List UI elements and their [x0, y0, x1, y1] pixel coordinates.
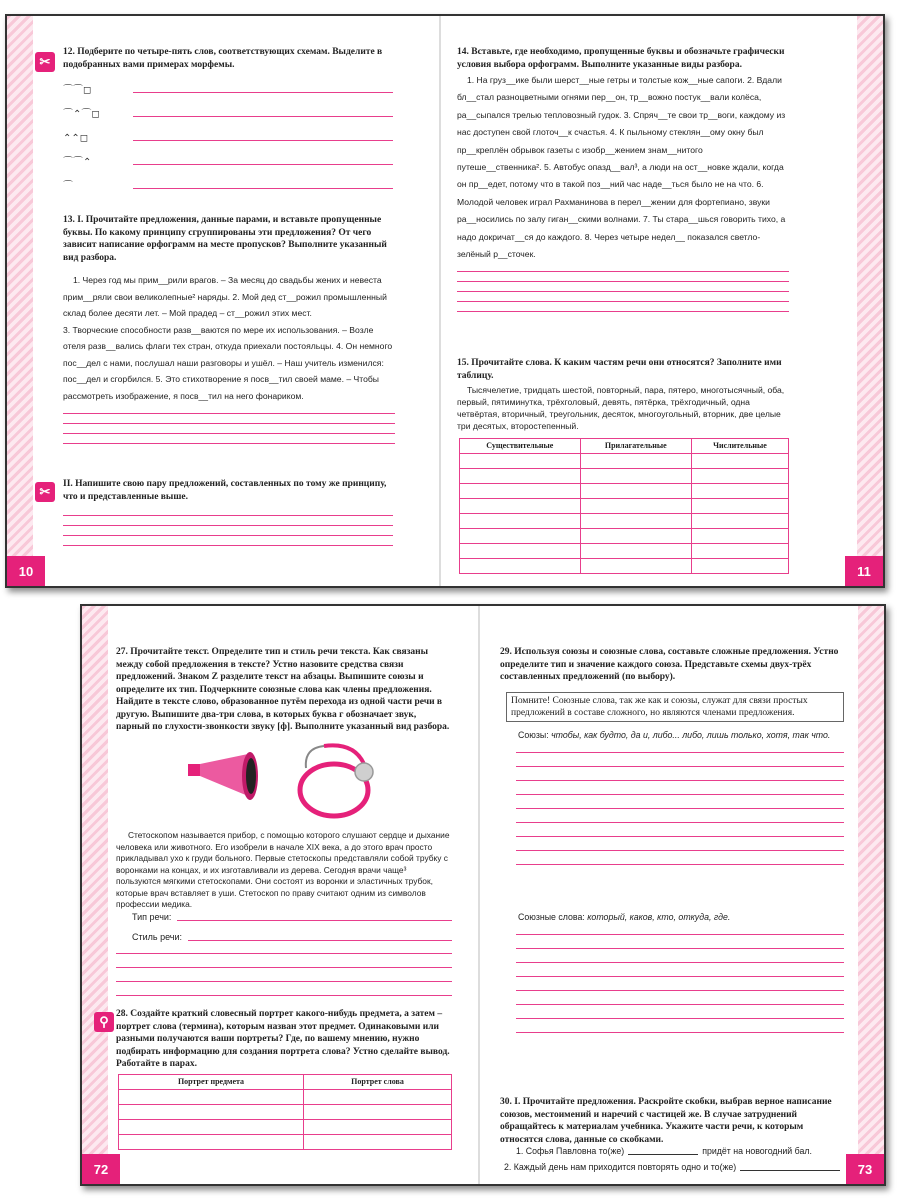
task-14-body: 1. На груз__ике были шерст__ные гетры и толстые кож__ные сапоги. 2. Вдали бл__стал разноцветными огнями пер__он, тр__вожно постук__вали колёса, ра__сыпался трелью тепловозный гудок. 3. Спряч__те свои тр__воги, каждому из нас доступен свой глоточ__к счастья. 4. К пыльному стеклян__ому окну был пр__креплён обрывок газеты с изобр__жением знам__нитого путеше__ственника². 5. Автобус опазд__вал³, а люди на ост__новке ждали, когда он пр__едет, потому что в такой поз__ний час наде__ться было не на что. 6. Молодой человек играл Рахманинова в перел__жении для фортепиано, звуки ра__носились по залу гиган__скими волнами. 7. Ты стара__шься говорить тихо, а надо докричат__ся до каждого. 8. Через четыре недел__ показался светло-зелёный р__сточек.: [457, 72, 789, 312]
spine: [439, 16, 441, 586]
task-15: 15. Прочитайте слова. К каким частям речи они относятся? Заполните ими таблицу.: [457, 358, 782, 381]
task-13-part-1: 13. I. Прочитайте предложения, данные парами, и вставьте пропущенные буквы. По какому принципу сгруппированы эти предложения? От чего зависит написание орфограмм на месте пропусков? Выполните указанный вид разбора.: [63, 215, 387, 263]
scheme-row: ⌒⌃⌒◻: [63, 97, 393, 121]
page-73: [486, 606, 856, 1184]
task-27: 27. Прочитайте текст. Определите тип и стиль речи текста. Как связаны между собой предложения в тексте? Устно назовите средства связи предложений. Знаком Z разделите текст на абзацы. Выпишите союзы и определите их тип. Подчеркните союзные слова как члены предложения. Найдите в тексте слово, образованное путём перехода из одной части речи в другую. Выпишите два-три слова, в которых буква г обозначает звук, парный по глухости-звонкости звуку [ф]. Выполните указанный вид разбора.: [116, 647, 450, 732]
scheme-row: ⌒⌒◻: [63, 73, 393, 97]
page-number-11: 11: [845, 556, 883, 586]
relative-words-row: Союзные слова: который, каков, кто, откуда, где.: [518, 912, 731, 922]
speech-type-row: Тип речи: Стиль речи:: [132, 910, 452, 944]
scheme-list: [63, 73, 393, 193]
magnifier-icon: ⚲: [94, 1012, 114, 1032]
task-12-text: Подберите по четыре-пять слов, соответствующих схемам. Выделите в подобранных вами примерах морфемы.: [63, 47, 383, 70]
top-spread: [5, 14, 885, 588]
task-13-sentences: 1. Через год мы прим__рили врагов. – За месяц до свадьбы жених и невеста прим__ряли свои великолепные² наряды. 2. Мой дед ст__рожил промышленный склад более десяти лет. – Мой прадед – ст__рожил этих мест. 3. Творческие способности разв__ваются по мере их использования. – Возле отеля разв__вались флаги тех стран, откуда приехали постояльцы. 4. Он немного пос__дел с нами, послушал наши разговоры и ушёл. – Наш учитель изменился: пос__дел и сгорбился. 5. Это стихотворение я посв__тил своей маме. – Чтобы рассмотреть изображение, я посв__тил на него фонариком.: [63, 272, 395, 444]
task-29: 29. Используя союзы и союзные слова, составьте сложные предложения. Устно определите тип и значение каждого союза. Представьте схемы двух-трёх составленных предложений (по выбору).: [500, 647, 839, 682]
page-11: [447, 16, 857, 586]
tools-icon: ✂: [35, 52, 55, 72]
remember-box: Помните! Союзные слова, так же как и союзы, служат для связи простых предложений в составе сложного, но являются членами предложения.: [506, 692, 844, 722]
trumpet-stethoscope-illustration: [178, 746, 288, 816]
scheme-row: ⌒⌒⌃: [63, 145, 393, 169]
answer-blank[interactable]: [740, 1170, 840, 1171]
task-28-table-wrap: [118, 1074, 452, 1150]
page-number-10: 10: [7, 556, 45, 586]
parts-of-speech-table[interactable]: Существительные Прилагательные Числительные: [459, 438, 789, 574]
task-15-table-wrap: [459, 438, 789, 574]
task-13-part-2: II. Напишите свою пару предложений, составленных по тому же принципу, что и представленные выше.: [63, 478, 393, 546]
task-30-sentence-2: 2. Каждый день нам приходится повторять одно и то(же): [504, 1160, 844, 1174]
stethoscope-illustration: [294, 738, 394, 820]
left-stripe: [7, 16, 33, 586]
scheme-row: ⌒: [63, 169, 393, 193]
task-30: 30. I. Прочитайте предложения. Раскройте скобки, выбрав верное написание союзов, местоимений и наречий с частицей же. В случае затруднений обращайтесь к материалам учебника. Укажите части речи, к которым относятся слова, данные со скобками.: [500, 1097, 832, 1145]
page-number-72: 72: [82, 1154, 120, 1184]
answer-blank[interactable]: [628, 1154, 698, 1155]
task-29-lines-2: [516, 924, 844, 1033]
task-15-words: Тысячелетие, тридцать шестой, повторный, пара, пятеро, многотысячный, оба, первый, пятиминутка, трёхголовый, девять, пятёрка, трёхгодичный, одна четвёртая, вторичный, треугольник, десяток, многоугольный, вторник, две целые три десятых, второстепенный.: [457, 385, 785, 431]
page-10: [33, 16, 433, 586]
page-number-73: 73: [846, 1154, 884, 1184]
right-stripe: [858, 606, 884, 1184]
conjunctions-row: Союзы: чтобы, как будто, да и, либо... либо, лишь только, хотя, так что.: [518, 730, 831, 740]
tools-icon: ✂: [35, 482, 55, 502]
task-27-lines: [116, 944, 452, 996]
task-28: 28. Создайте краткий словесный портрет какого-нибудь предмета, а затем – портрет слова (термина), которым назван этот предмет. Одинаковыми или разными получаются ваши портреты? Где, по вашему мнению, нужно подбирать информацию для создания портрета слова? Устно сделайте вывод. Работайте в парах.: [116, 1009, 450, 1069]
right-stripe: [857, 16, 883, 586]
task-12: 12. Подберите по четыре-пять слов, соответствующих схемам. Выделите в подобранных вами примерах морфемы. ⌒⌒◻ ⌒⌃⌒◻ ⌃⌃◻ ⌒⌒⌃ ⌒: [63, 46, 393, 193]
scheme-row: ⌃⌃◻: [63, 121, 393, 145]
task-30-sentence-1: 1. Софья Павловна то(же) придёт на новогодний бал.: [516, 1146, 812, 1156]
task-27-passage: Стетоскопом называется прибор, с помощью которого слушают сердце и дыхание человека или животного. Его изобрели в начале XIX века, а до этого врач просто прикладывал ухо к груди больного. Первые стетоскопы представляли собой трубку с воронками на концах, и их изготавливали из дерева. Сегодня врачи чаще³ пользуются мягкими стетоскопами. Они состоят из воронки и эластичных трубок, которые врач вставляет в уши. Стетоскоп по праву считают одним из символов профессии медика.: [116, 830, 450, 909]
task-29-lines-1: [516, 742, 844, 865]
task-13-text: I. Прочитайте предложения, данные парами, и вставьте пропущенные буквы. По какому принципу сгруппированы эти предложения? От чего зависит написание орфограмм на месте пропусков? Выполните указанный вид разбора.: [63, 215, 387, 263]
spine: [478, 606, 480, 1184]
portrait-table[interactable]: Портрет предмета Портрет слова: [118, 1074, 452, 1150]
left-stripe: [82, 606, 108, 1184]
bottom-spread: [80, 604, 886, 1186]
task-14: 14. Вставьте, где необходимо, пропущенные буквы и обозначьте графически условия выбора орфограмм. Выполните указанные виды разбора.: [457, 47, 785, 70]
